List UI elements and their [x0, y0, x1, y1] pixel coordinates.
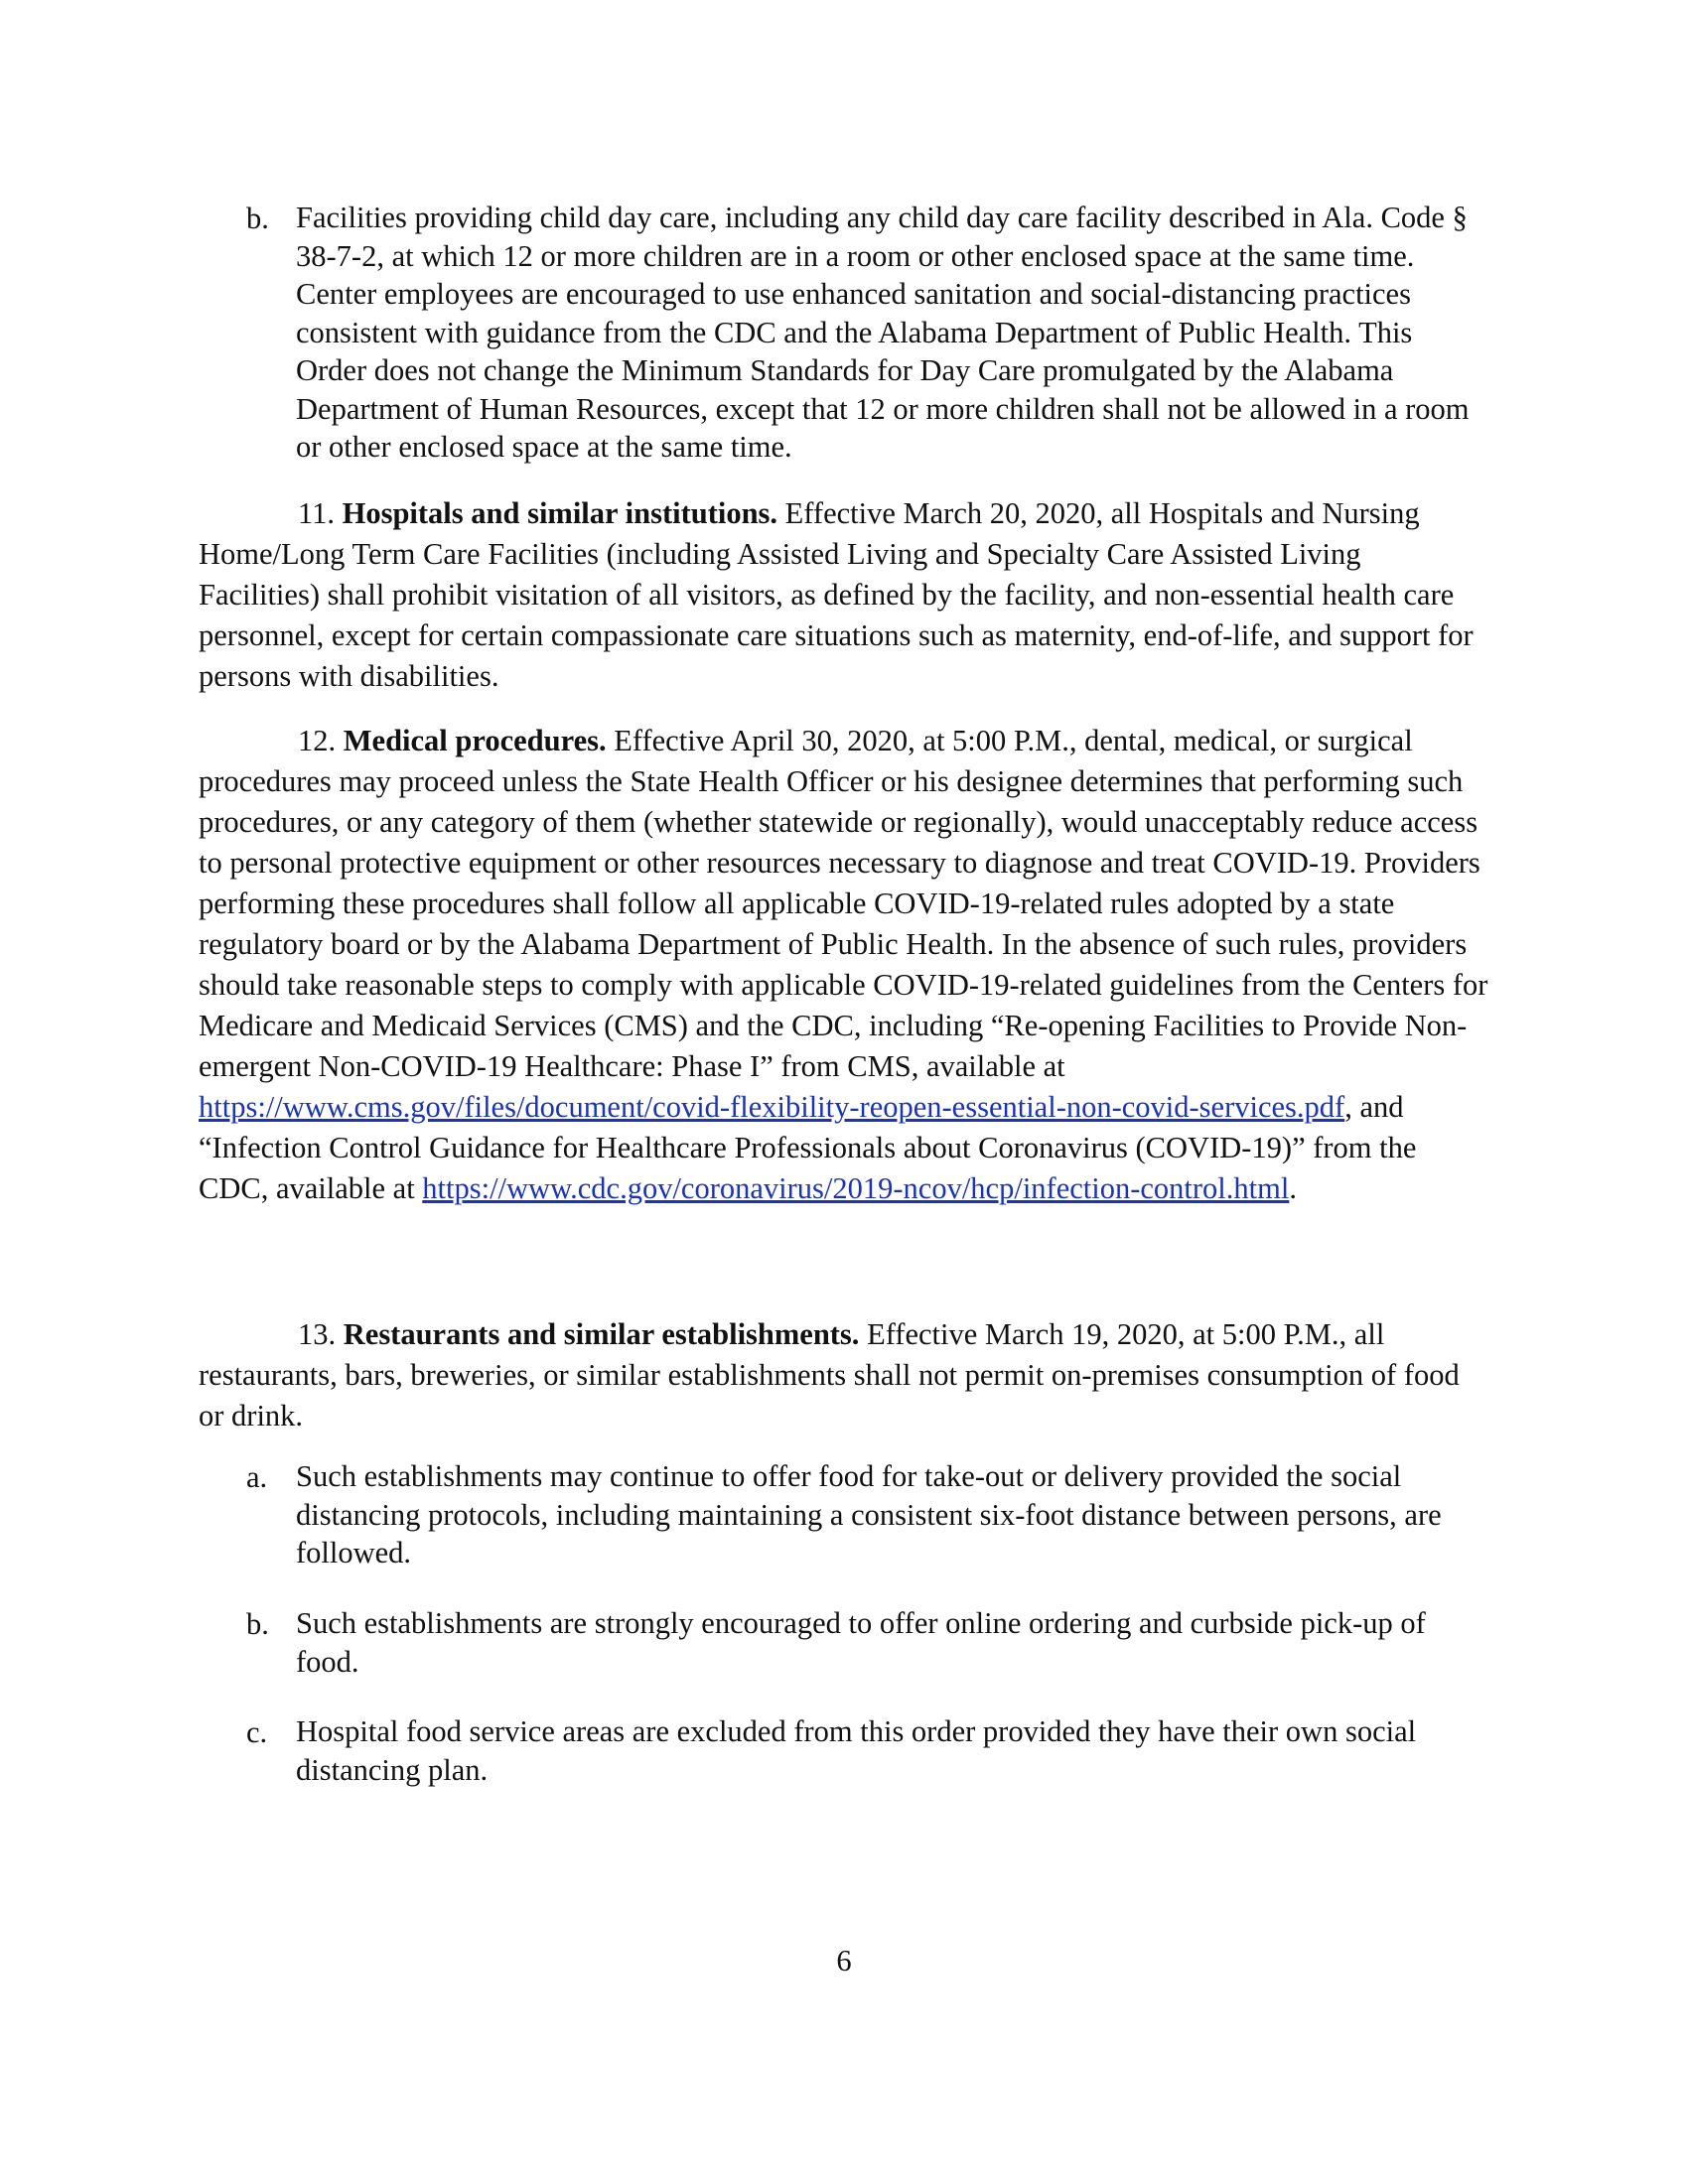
cdc-link[interactable]: https://www.cdc.gov/coronavirus/2019-ncov/hcp/infection-control.html: [422, 1171, 1290, 1205]
section-12: [199, 721, 1489, 1209]
section-text: Effective March 20, 2020, all Hospitals and Nursing Home/Long Term Care Facilities (including Assisted Living and Specialty Care Assisted Living Facilities) shall prohibit visitation of all visitors, as defined by the facility, and non-essential health care personnel, except for certain compassionate care situations such as maternity, end-of-life, and support for persons with disabilities.: [199, 496, 1474, 693]
list-marker: c.: [246, 1715, 268, 1749]
cms-link[interactable]: https://www.cms.gov/files/document/covid-flexibility-reopen-essential-non-covid-services.pdf: [199, 1090, 1345, 1124]
list-item-text: Facilities providing child day care, including any child day care facility described in Ala. Code § 38-7-2, at which 12 or more children are in a room or other enclosed space at the same time. Center employees are encouraged to use enhanced sanitation and social-distancing practices consistent with guidance from the CDC and the Alabama Department of Public Health. This Order does not change the Minimum Standards for Day Care promulgated by the Alabama Department of Human Resources, except that 12 or more children shall not be allowed in a room or other enclosed space at the same time.: [296, 201, 1470, 464]
list-item-13a: [246, 1457, 1489, 1572]
list-marker: b.: [246, 1607, 269, 1641]
section-11-paragraph: [199, 493, 1489, 697]
section-13: [199, 1314, 1489, 1436]
section-text: , and “Infection Control Guidance for Healthcare Professionals about Coronavirus (COVID-19)” from the CDC, available at: [199, 1090, 1417, 1205]
list-item-text: Such establishments are strongly encouraged to offer online ordering and curbside pick-up of food.: [296, 1606, 1426, 1679]
section-text: Effective March 19, 2020, at 5:00 P.M., all restaurants, bars, breweries, or similar establishments shall not permit on-premises consumption of food or drink.: [199, 1317, 1460, 1433]
list-item-text: Such establishments may continue to offer food for take-out or delivery provided the social distancing protocols, including maintaining a consistent six-foot distance between persons, are followed.: [296, 1459, 1442, 1570]
section-text: .: [1289, 1171, 1297, 1205]
list-marker: b.: [246, 202, 269, 235]
list-marker: a.: [246, 1460, 268, 1494]
list-item-text: Hospital food service areas are excluded from this order provided they have their own social distancing plan.: [296, 1714, 1417, 1787]
section-11: [199, 493, 1489, 697]
section-number: 12.: [298, 724, 337, 757]
section-heading: Hospitals and similar institutions.: [342, 496, 778, 530]
section-number: 13.: [298, 1317, 337, 1351]
section-13-paragraph: [199, 1314, 1489, 1436]
section-text: Effective April 30, 2020, at 5:00 P.M., dental, medical, or surgical procedures may proceed unless the State Health Officer or his designee determines that performing such procedures, or any category of them (whether statewide or regionally), would unacceptably reduce access to personal protective equipment or other resources necessary to diagnose and treat COVID-19. Providers performing these procedures shall follow all applicable COVID-19-related rules adopted by a state regulatory board or by the Alabama Department of Public Health. In the absence of such rules, providers should take reasonable steps to comply with applicable COVID-19-related guidelines from the Centers for Medicare and Medicaid Services (CMS) and the CDC, including “Re-opening Facilities to Provide Non-emergent Non-COVID-19 Healthcare: Phase I” from CMS, available at: [199, 724, 1488, 1083]
section-heading: Restaurants and similar establishments.: [343, 1317, 860, 1351]
list-item-13c: [246, 1712, 1489, 1789]
section-heading: Medical procedures.: [343, 724, 607, 757]
page-number: 6: [836, 1944, 852, 1978]
section-12-paragraph: [199, 721, 1489, 1209]
list-item-13b: [246, 1604, 1489, 1681]
section-number: 11.: [298, 496, 335, 530]
list-item-10b: [246, 199, 1489, 467]
